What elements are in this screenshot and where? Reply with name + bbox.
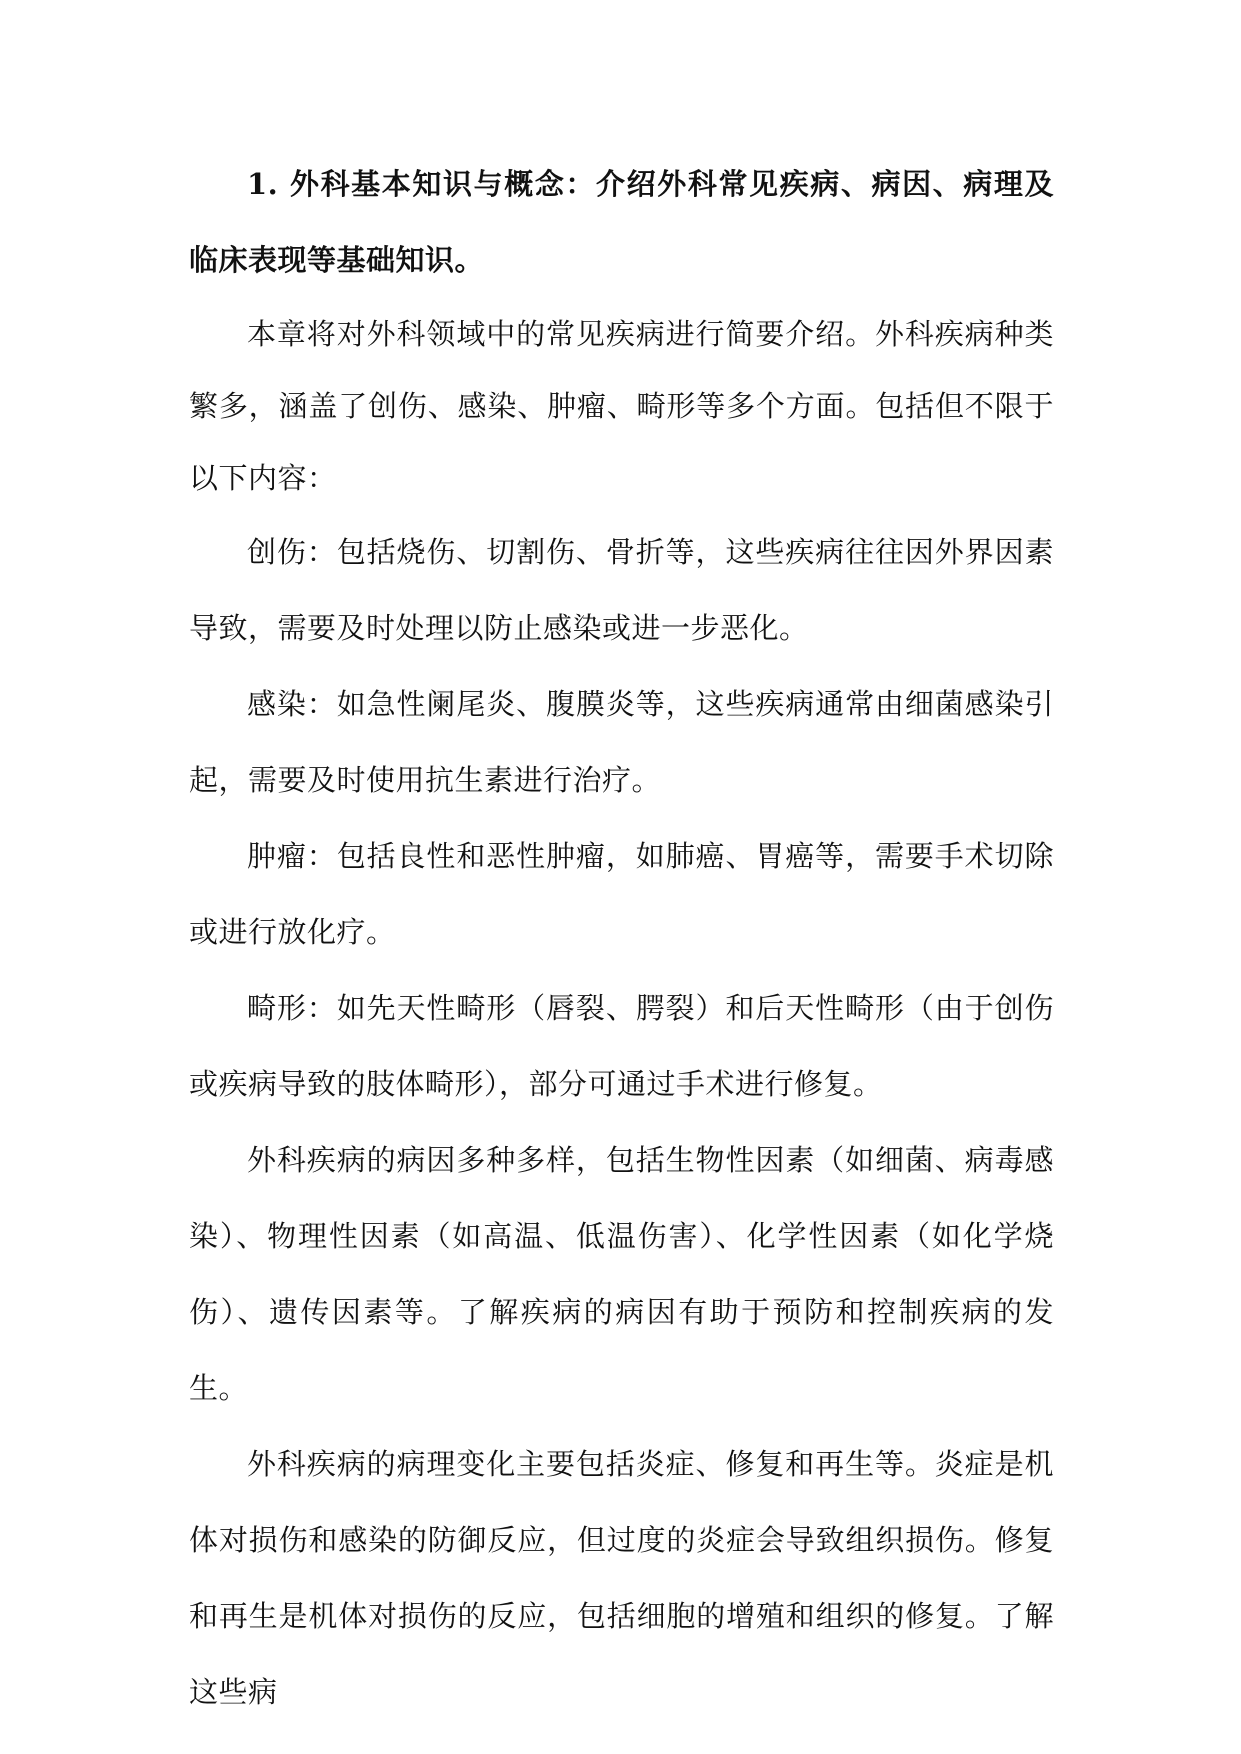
paragraph-trauma: 创伤：包括烧伤、切割伤、骨折等，这些疾病往往因外界因素导致，需要及时处理以防止感染或进一步恶化。 — [189, 535, 1054, 645]
paragraph-infection: 感染：如急性阑尾炎、腹膜炎等，这些疾病通常由细菌感染引起，需要及时使用抗生素进行治疗。 — [189, 687, 1054, 797]
paragraph-deformity: 畸形：如先天性畸形（唇裂、腭裂）和后天性畸形（由于创伤或疾病导致的肢体畸形），部分可通过手术进行修复。 — [189, 991, 1054, 1101]
paragraph-intro: 本章将对外科领域中的常见疾病进行简要介绍。外科疾病种类繁多，涵盖了创伤、感染、肿瘤、畸形等多个方面。包括但不限于以下内容： — [189, 317, 1054, 495]
document-body — [189, 146, 1054, 1730]
paragraph-pathology: 外科疾病的病理变化主要包括炎症、修复和再生等。炎症是机体对损伤和感染的防御反应，但过度的炎症会导致组织损伤。修复和再生是机体对损伤的反应，包括细胞的增殖和组织的修复。了解这些病 — [189, 1447, 1054, 1709]
paragraph-etiology: 外科疾病的病因多种多样，包括生物性因素（如细菌、病毒感染）、物理性因素（如高温、低温伤害）、化学性因素（如化学烧伤）、遗传因素等。了解疾病的病因有助于预防和控制疾病的发生。 — [189, 1143, 1054, 1405]
paragraph-tumor: 肿瘤：包括良性和恶性肿瘤，如肺癌、胃癌等，需要手术切除或进行放化疗。 — [189, 839, 1054, 949]
section-heading: 1. 外科基本知识与概念：介绍外科常见疾病、病因、病理及临床表现等基础知识。 — [189, 167, 1054, 277]
